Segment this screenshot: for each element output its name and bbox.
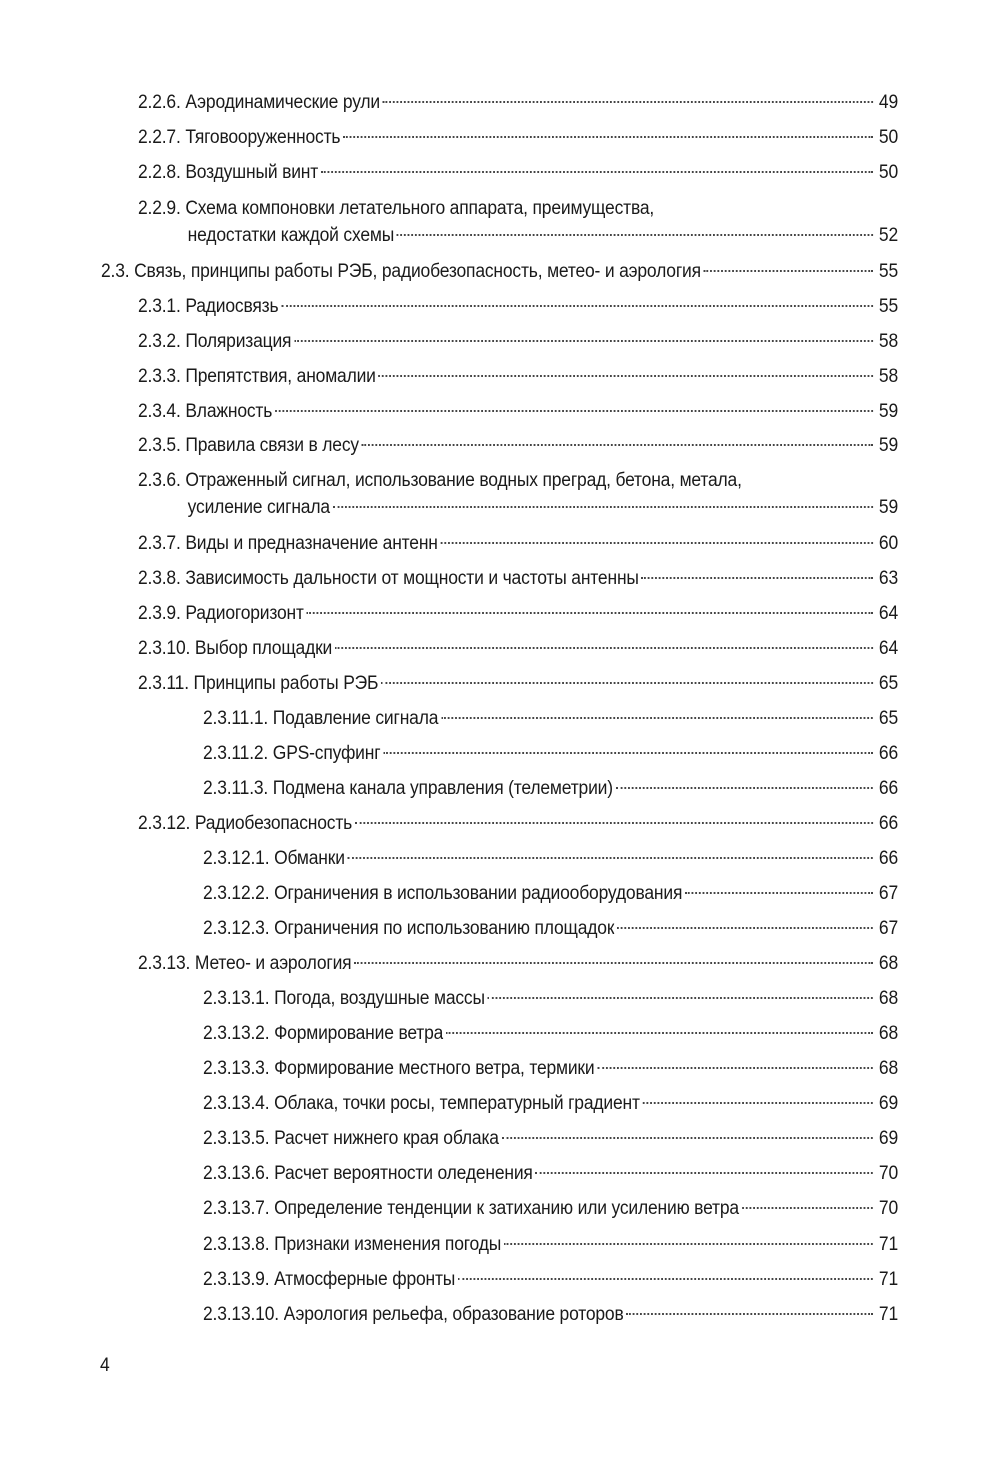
toc-entry[interactable] xyxy=(138,398,898,425)
dot-leader xyxy=(307,612,874,614)
toc-subentry[interactable] xyxy=(203,1160,898,1187)
dot-leader xyxy=(535,1172,873,1174)
toc-entry-title: Правила связи в лесу xyxy=(185,435,359,456)
toc-entry[interactable] xyxy=(138,670,898,697)
toc-entry-number: 2.3.1. xyxy=(138,296,181,317)
toc-entry-page: 69 xyxy=(878,1093,898,1114)
toc-entry-number: 2.3.12.2. xyxy=(203,883,270,904)
dot-leader xyxy=(343,136,873,138)
toc-entry[interactable] xyxy=(138,363,898,390)
dot-leader xyxy=(685,892,873,894)
toc-entry-number: 2.3.11.2. xyxy=(203,743,269,764)
toc-entry-title: Погода, воздушные массы xyxy=(274,988,485,1009)
toc-entry-page: 68 xyxy=(878,953,898,974)
dot-leader xyxy=(348,857,874,859)
dot-leader xyxy=(617,927,873,929)
toc-entry-number: 2.3.9. xyxy=(138,603,181,624)
toc-entry-number: 2.3.13.10. xyxy=(203,1304,279,1325)
toc-entry[interactable] xyxy=(138,89,898,116)
dot-leader xyxy=(379,375,874,377)
toc-subentry[interactable] xyxy=(203,1020,898,1047)
toc-entry-title: Подмена канала управления (телеметрии) xyxy=(272,778,613,799)
toc-entry-page: 65 xyxy=(878,708,898,729)
dot-leader xyxy=(275,410,873,412)
toc-entry-title: Воздушный винт xyxy=(185,162,319,183)
toc-subentry[interactable] xyxy=(203,1090,898,1117)
dot-leader xyxy=(354,962,873,964)
toc-entry-page: 50 xyxy=(878,162,898,183)
toc-entry-page: 58 xyxy=(878,331,898,352)
toc-subentry[interactable] xyxy=(203,1195,898,1222)
toc-entry-title: GPS-спуфинг xyxy=(272,743,381,764)
toc-entry-page: 55 xyxy=(878,261,898,282)
toc-entry-title: Определение тенденции к затиханию или усилению ветра xyxy=(274,1198,739,1219)
toc-subentry[interactable] xyxy=(203,880,898,907)
toc-entry-number: 2.3.5. xyxy=(138,435,181,456)
toc-entry-page: 66 xyxy=(878,813,898,834)
toc-entry-page: 68 xyxy=(878,988,898,1009)
toc-entry[interactable] xyxy=(138,432,898,459)
toc-subentry[interactable] xyxy=(203,1301,898,1328)
toc-entry[interactable] xyxy=(138,328,898,355)
toc-entry-page: 59 xyxy=(878,497,898,518)
toc-entry-page: 64 xyxy=(878,638,898,659)
toc-entry-number: 2.3.7. xyxy=(138,533,181,554)
dot-leader xyxy=(321,171,873,173)
toc-entry[interactable] xyxy=(138,565,898,592)
toc-entry-title: Аэродинамические рули xyxy=(185,92,381,113)
toc-entry-page: 66 xyxy=(878,848,898,869)
toc-entry-title: Формирование местного ветра, термики xyxy=(274,1058,595,1079)
toc-entry-page: 71 xyxy=(878,1234,898,1255)
toc-entry-number: 2.3. xyxy=(101,261,130,282)
toc-subentry[interactable] xyxy=(203,985,898,1012)
toc-entry[interactable] xyxy=(138,293,898,320)
dot-leader xyxy=(642,577,874,579)
toc-entry-title: Виды и предназначение антенн xyxy=(185,533,438,554)
dot-leader xyxy=(626,1313,873,1315)
toc-entry-title: Отраженный сигнал, использование водных преград, бетона, метала, xyxy=(185,470,742,491)
toc-entry-number: 2.3.13.9. xyxy=(203,1269,270,1290)
toc-entry-page: 67 xyxy=(878,883,898,904)
toc-entry-number: 2.3.8. xyxy=(138,568,181,589)
toc-entry-title: Ограничения в использовании радиооборудования xyxy=(274,883,683,904)
toc-entry-page: 70 xyxy=(878,1198,898,1219)
toc-entry-number: 2.3.13.1. xyxy=(203,988,270,1009)
dot-leader xyxy=(446,1032,873,1034)
toc-entry-number: 2.3.4. xyxy=(138,401,181,422)
toc-entry-title: Метео- и аэрология xyxy=(194,953,352,974)
toc-entry-number: 2.3.13.2. xyxy=(203,1023,270,1044)
toc-entry-page: 70 xyxy=(878,1163,898,1184)
dot-leader xyxy=(616,787,873,789)
toc-entry-number: 2.2.8. xyxy=(138,162,181,183)
dot-leader xyxy=(504,1243,873,1245)
toc-entry-page: 63 xyxy=(878,568,898,589)
toc-entry-title: Формирование ветра xyxy=(274,1023,444,1044)
toc-entry-page: 50 xyxy=(878,127,898,148)
toc-entry-page: 68 xyxy=(878,1023,898,1044)
toc-entry-page: 66 xyxy=(878,778,898,799)
toc-entry-number: 2.2.6. xyxy=(138,92,181,113)
toc-entry-page: 71 xyxy=(878,1304,898,1325)
toc-entry-title: Схема компоновки летательного аппарата, преимущества, xyxy=(185,198,655,219)
dot-leader xyxy=(643,1102,874,1104)
toc-entry[interactable] xyxy=(138,810,898,837)
toc-entry-title: Расчет вероятности оледенения xyxy=(274,1163,533,1184)
toc-entry-title: Поляризация xyxy=(185,331,292,352)
toc-entry-number: 2.3.12. xyxy=(138,813,191,834)
toc-entry-number: 2.2.7. xyxy=(138,127,181,148)
dot-leader xyxy=(502,1137,874,1139)
toc-entry-number: 2.3.10. xyxy=(138,638,191,659)
dot-leader xyxy=(383,752,873,754)
toc-entry-number: 2.3.11.3. xyxy=(203,778,269,799)
toc-subentry[interactable] xyxy=(203,1055,898,1082)
toc-entry-title-continuation: усиление сигнала xyxy=(187,497,330,518)
toc-entry-title: Тяговооруженность xyxy=(185,127,341,148)
dot-leader xyxy=(333,506,874,508)
dot-leader xyxy=(383,101,873,103)
toc-subentry[interactable] xyxy=(203,845,898,872)
toc-entry-title: Подавление сигнала xyxy=(272,708,439,729)
toc-entry-number: 2.3.13.3. xyxy=(203,1058,270,1079)
toc-entry[interactable] xyxy=(138,950,898,977)
dot-leader xyxy=(281,305,873,307)
toc-entry-page: 68 xyxy=(878,1058,898,1079)
toc-entry-number: 2.3.12.3. xyxy=(203,918,270,939)
dot-leader xyxy=(397,234,873,236)
toc-entry-title: Связь, принципы работы РЭБ, радиобезопасность, метео- и аэрология xyxy=(134,261,701,282)
dot-leader xyxy=(335,647,873,649)
toc-entry-number: 2.3.6. xyxy=(138,470,181,491)
toc-entry[interactable] xyxy=(138,467,898,521)
toc-entry[interactable] xyxy=(138,195,898,249)
toc-entry-page: 58 xyxy=(878,366,898,387)
toc-entry-title: Зависимость дальности от мощности и частоты антенны xyxy=(185,568,639,589)
toc-entry-title: Ограничения по использованию площадок xyxy=(274,918,615,939)
toc-entry-number: 2.3.11. xyxy=(138,673,189,694)
toc-entry[interactable] xyxy=(138,530,898,557)
toc-entry-number: 2.3.2. xyxy=(138,331,181,352)
toc-subentry[interactable] xyxy=(203,915,898,942)
toc-section-entry[interactable] xyxy=(101,258,898,285)
page-number: 4 xyxy=(100,1355,110,1376)
dot-leader xyxy=(294,340,873,342)
toc-entry-number: 2.3.12.1. xyxy=(203,848,270,869)
toc-entry-number: 2.3.3. xyxy=(138,366,181,387)
toc-entry-number: 2.3.13. xyxy=(138,953,191,974)
toc-subentry[interactable] xyxy=(203,1231,898,1258)
toc-entry-title: Аэрология рельефа, образование роторов xyxy=(283,1304,624,1325)
dot-leader xyxy=(488,997,874,999)
dot-leader xyxy=(441,717,873,719)
toc-entry[interactable] xyxy=(138,600,898,627)
toc-entry-number: 2.3.13.7. xyxy=(203,1198,270,1219)
dot-leader xyxy=(742,1207,873,1209)
toc-entry-title: Выбор площадки xyxy=(194,638,333,659)
toc-entry-title: Признаки изменения погоды xyxy=(274,1234,502,1255)
toc-entry-title: Влажность xyxy=(185,401,273,422)
dot-leader xyxy=(458,1278,873,1280)
toc-entry-title-continuation: недостатки каждой схемы xyxy=(187,225,395,246)
toc-entry-title: Расчет нижнего края облака xyxy=(274,1128,499,1149)
toc-subentry[interactable] xyxy=(203,705,898,732)
toc-entry-number: 2.2.9. xyxy=(138,198,181,219)
toc-entry-title: Принципы работы РЭБ xyxy=(193,673,379,694)
dot-leader xyxy=(355,822,873,824)
dot-leader xyxy=(704,270,873,272)
dot-leader xyxy=(381,682,873,684)
toc-entry-title: Атмосферные фронты xyxy=(274,1269,456,1290)
toc-entry-page: 71 xyxy=(878,1269,898,1290)
dot-leader xyxy=(597,1067,873,1069)
toc-entry-number: 2.3.13.6. xyxy=(203,1163,270,1184)
toc-entry-page: 59 xyxy=(878,435,898,456)
toc-entry-page: 66 xyxy=(878,743,898,764)
toc-entry-title: Облака, точки росы, температурный градиент xyxy=(274,1093,640,1114)
toc-entry-title: Препятствия, аномалии xyxy=(185,366,376,387)
toc-entry[interactable] xyxy=(138,159,898,186)
toc-entry-page: 52 xyxy=(878,225,898,246)
toc-entry-title: Обманки xyxy=(274,848,345,869)
toc-subentry[interactable] xyxy=(203,775,898,802)
dot-leader xyxy=(362,444,873,446)
toc-entry-title: Радиобезопасность xyxy=(194,813,353,834)
toc-entry-title: Радиогоризонт xyxy=(185,603,304,624)
toc-entry-page: 55 xyxy=(878,296,898,317)
toc-subentry[interactable] xyxy=(203,1266,898,1293)
toc-entry-number: 2.3.13.4. xyxy=(203,1093,270,1114)
dot-leader xyxy=(441,542,874,544)
toc-entry[interactable] xyxy=(138,124,898,151)
toc-entry-page: 64 xyxy=(878,603,898,624)
toc-entry[interactable] xyxy=(138,635,898,662)
toc-entry-title: Радиосвязь xyxy=(185,296,279,317)
toc-entry-number: 2.3.11.1. xyxy=(203,708,269,729)
toc-entry-page: 49 xyxy=(878,92,898,113)
toc-entry-page: 65 xyxy=(878,673,898,694)
toc-entry-page: 69 xyxy=(878,1128,898,1149)
toc-subentry[interactable] xyxy=(203,1125,898,1152)
toc-subentry[interactable] xyxy=(203,740,898,767)
toc-entry-number: 2.3.13.8. xyxy=(203,1234,270,1255)
toc-entry-number: 2.3.13.5. xyxy=(203,1128,270,1149)
toc-entry-page: 59 xyxy=(878,401,898,422)
toc-entry-page: 67 xyxy=(878,918,898,939)
toc-entry-page: 60 xyxy=(878,533,898,554)
